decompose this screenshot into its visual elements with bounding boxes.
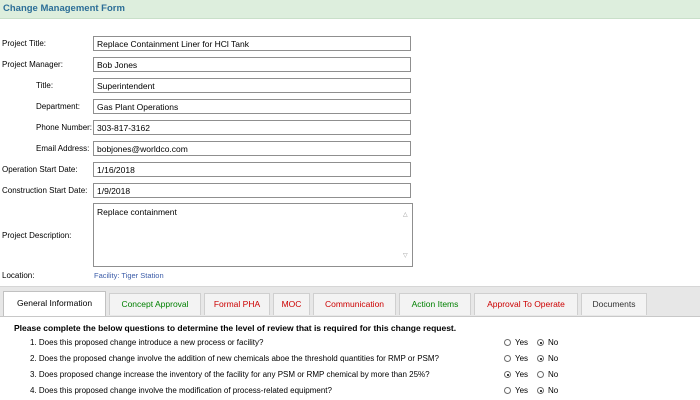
operation-start-date-label: Operation Start Date:: [2, 165, 78, 174]
tab-bar: [0, 286, 700, 317]
tab-general-information[interactable]: [3, 291, 106, 316]
email-address-label: Email Address:: [36, 144, 90, 153]
q1-no-radio[interactable]: [537, 339, 544, 346]
question-3: 3. Does proposed change increase the inventory of the facility for any PSM or RMP chemical by more than 25%?: [30, 370, 430, 379]
q1-no-label: No: [548, 338, 559, 347]
project-description-text: Replace containment: [97, 207, 177, 217]
location-label: Location:: [2, 271, 35, 280]
q4-yes-radio[interactable]: [504, 387, 511, 394]
project-manager-field[interactable]: Bob Jones: [93, 57, 411, 72]
q2-no-label: No: [548, 354, 559, 363]
department-field[interactable]: Gas Plant Operations: [93, 99, 411, 114]
scroll-up-arrow-icon[interactable]: △: [403, 212, 408, 218]
q3-yes-radio[interactable]: [504, 371, 511, 378]
q1-yes-radio[interactable]: [504, 339, 511, 346]
email-address-field[interactable]: bobjones@worldco.com: [93, 141, 411, 156]
description-scrollbar[interactable]: [401, 205, 411, 265]
q2-yes-radio[interactable]: [504, 355, 511, 362]
q3-no-radio[interactable]: [537, 371, 544, 378]
question-1: 1. Does this proposed change introduce a new process or facility?: [30, 338, 264, 347]
question-4: 4. Does this proposed change involve the modification of process-related equipment?: [30, 386, 332, 395]
question-2: 2. Does the proposed change involve the addition of new chemicals aboe the threshold quantities for RMP or PSM?: [30, 354, 439, 363]
q3-no-label: No: [548, 370, 559, 379]
tab-label: MOC: [281, 299, 302, 309]
form-title: Change Management Form: [3, 3, 125, 14]
tab-action-items[interactable]: [399, 293, 471, 315]
tab-approval-to-operate[interactable]: [474, 293, 578, 315]
phone-number-label: Phone Number:: [36, 123, 93, 132]
construction-start-date-label: Construction Start Date:: [2, 186, 88, 195]
tab-moc[interactable]: [273, 293, 310, 315]
tab-documents[interactable]: [581, 293, 647, 315]
tab-communication[interactable]: [313, 293, 396, 315]
q2-no-radio[interactable]: [537, 355, 544, 362]
tab-concept-approval[interactable]: [109, 293, 201, 315]
form-header: [0, 0, 700, 19]
q2-yes-label: Yes: [515, 354, 529, 363]
project-title-field[interactable]: Replace Containment Liner for HCl Tank: [93, 36, 411, 51]
operation-start-date-field[interactable]: 1/16/2018: [93, 162, 411, 177]
q4-yes-label: Yes: [515, 386, 529, 395]
tab-label: Documents: [592, 299, 636, 309]
project-title-label: Project Title:: [2, 39, 47, 48]
phone-number-field[interactable]: 303-817-3162: [93, 120, 411, 135]
project-manager-label: Project Manager:: [2, 60, 63, 69]
title-label: Title:: [36, 81, 54, 90]
q4-no-radio[interactable]: [537, 387, 544, 394]
location-value: Facility: Tiger Station: [94, 271, 164, 280]
tab-label: Action Items: [411, 299, 459, 309]
instructions-text: Please complete the below questions to determine the level of review that is required for this change request.: [14, 323, 457, 333]
tab-label: General Information: [16, 298, 93, 308]
project-description-label: Project Description:: [2, 231, 72, 240]
tab-label: Concept Approval: [121, 299, 189, 309]
q1-yes-label: Yes: [515, 338, 529, 347]
q4-no-label: No: [548, 386, 559, 395]
title-field[interactable]: Superintendent: [93, 78, 411, 93]
q3-yes-label: Yes: [515, 370, 529, 379]
department-label: Department:: [36, 102, 81, 111]
tab-formal-pha[interactable]: [204, 293, 270, 315]
tab-label: Formal PHA: [213, 299, 261, 309]
project-description-textarea[interactable]: [93, 203, 413, 267]
scroll-down-arrow-icon[interactable]: ▽: [403, 253, 408, 259]
tab-label: Approval To Operate: [487, 299, 565, 309]
construction-start-date-field[interactable]: 1/9/2018: [93, 183, 411, 198]
tab-label: Communication: [324, 299, 385, 309]
